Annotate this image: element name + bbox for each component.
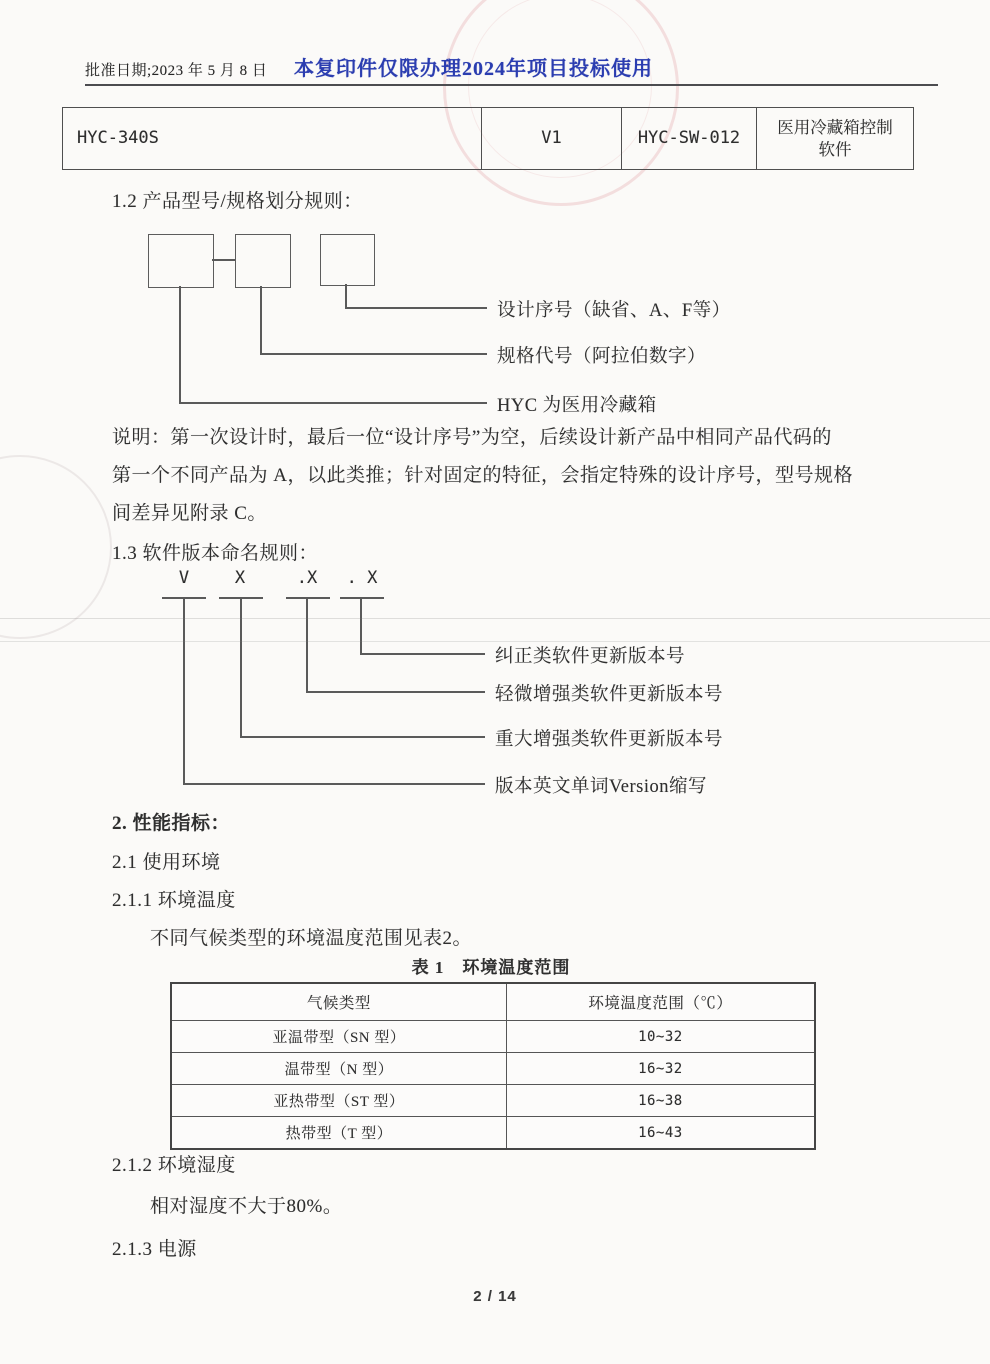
climate-type-cell: 亚热带型（ST 型） — [273, 1094, 405, 1110]
temp-range-cell: 10~32 — [506, 1021, 814, 1052]
corrective-update-label: 纠正类软件更新版本号 — [495, 647, 686, 667]
document-info-table — [62, 107, 914, 170]
note-line: 间差异见附录 C。 — [112, 503, 267, 524]
diagram-drop-line — [345, 284, 347, 308]
version-token-x1: X — [234, 568, 246, 588]
hyc-meaning-label: HYC 为医用冷藏箱 — [497, 396, 657, 416]
major-enhancement-label: 重大增强类软件更新版本号 — [495, 730, 724, 750]
token-underline — [286, 597, 330, 599]
climate-type-cell: 温带型（N 型） — [284, 1062, 394, 1078]
scan-artifact-line — [0, 618, 990, 619]
diagram-lead-line — [260, 353, 487, 355]
section-1-3-title: 1.3 软件版本命名规则： — [112, 543, 319, 564]
diagram-lead-line — [345, 307, 487, 309]
token-underline — [340, 597, 384, 599]
model-cell: HYC-340S — [77, 128, 159, 149]
model-code-box-2 — [235, 234, 291, 288]
humidity-text: 相对湿度不大于80%。 — [150, 1196, 343, 1217]
table-row — [172, 1084, 814, 1116]
watermark-arc — [0, 455, 112, 639]
note-line: 第一个不同产品为 A，以此类推；针对固定的特征，会指定特殊的设计序号，型号规格 — [112, 465, 853, 486]
version-lead-line — [306, 691, 485, 693]
section-2-1-heading: 2.1 使用环境 — [112, 852, 221, 873]
section-2-1-1-heading: 2.1.1 环境温度 — [112, 890, 236, 911]
version-token-x3: . X — [346, 568, 378, 588]
header-rule — [85, 84, 938, 86]
spec-code-label: 规格代号（阿拉伯数字） — [497, 347, 707, 367]
scan-artifact-line — [0, 641, 990, 642]
note-line: 说明：第一次设计时，最后一位“设计序号”为空，后续设计新产品中相同产品代码的 — [112, 427, 832, 448]
climate-type-cell: 热带型（T 型） — [285, 1126, 393, 1142]
diagram-lead-line — [179, 402, 487, 404]
page-number: 2 / 14 — [473, 1288, 517, 1305]
version-lead-line — [360, 653, 485, 655]
design-serial-label: 设计序号（缺省、A、F等） — [497, 301, 731, 321]
section-2-title: 2. 性能指标： — [112, 813, 231, 834]
version-drop-line — [306, 598, 308, 692]
version-lead-line — [183, 783, 485, 785]
section-1-2-title: 1.2 产品型号/规格划分规则： — [112, 191, 363, 212]
doc-code-cell: HYC-SW-012 — [621, 108, 756, 169]
approval-date-label: 批准日期;2023 年 5 月 8 日 — [85, 63, 268, 79]
temp-range-cell: 16~32 — [506, 1053, 814, 1084]
box-connector-line — [212, 259, 235, 261]
table-row — [172, 1020, 814, 1052]
section-2-1-2-heading: 2.1.2 环境湿度 — [112, 1155, 236, 1176]
note-paragraph — [112, 419, 902, 533]
table-row — [172, 1052, 814, 1084]
temp-range-cell: 16~38 — [506, 1085, 814, 1116]
version-cell: V1 — [481, 108, 621, 169]
table-header-row — [172, 984, 814, 1020]
diagram-drop-line — [179, 286, 181, 404]
model-code-box-1 — [148, 234, 214, 288]
section-2-1-3-heading: 2.1.3 电源 — [112, 1239, 197, 1260]
temp-range-cell: 16~43 — [506, 1117, 814, 1148]
climate-temperature-table — [170, 982, 816, 1150]
version-token-x2: .X — [296, 568, 318, 588]
minor-enhancement-label: 轻微增强类软件更新版本号 — [495, 685, 724, 705]
diagram-drop-line — [260, 286, 262, 355]
version-token-v: V — [178, 568, 190, 588]
table-header-cell: 气候类型 — [306, 995, 371, 1012]
climate-type-cell: 亚温带型（SN 型） — [272, 1030, 406, 1046]
copy-restriction-notice: 本复印件仅限办理2024年项目投标使用 — [294, 52, 653, 86]
version-lead-line — [240, 736, 485, 738]
table-header-cell: 环境温度范围（℃） — [506, 984, 814, 1020]
version-drop-line — [360, 598, 362, 654]
table-row — [172, 1116, 814, 1148]
version-drop-line — [183, 598, 185, 784]
section-2-1-1-text: 不同气候类型的环境温度范围见表2。 — [150, 928, 473, 949]
software-name-cell: 医用冷藏箱控制软件 — [756, 108, 913, 169]
version-word-label: 版本英文单词Version缩写 — [495, 777, 708, 797]
model-code-box-3 — [320, 234, 375, 286]
table1-caption: 表 1 环境温度范围 — [411, 958, 571, 977]
